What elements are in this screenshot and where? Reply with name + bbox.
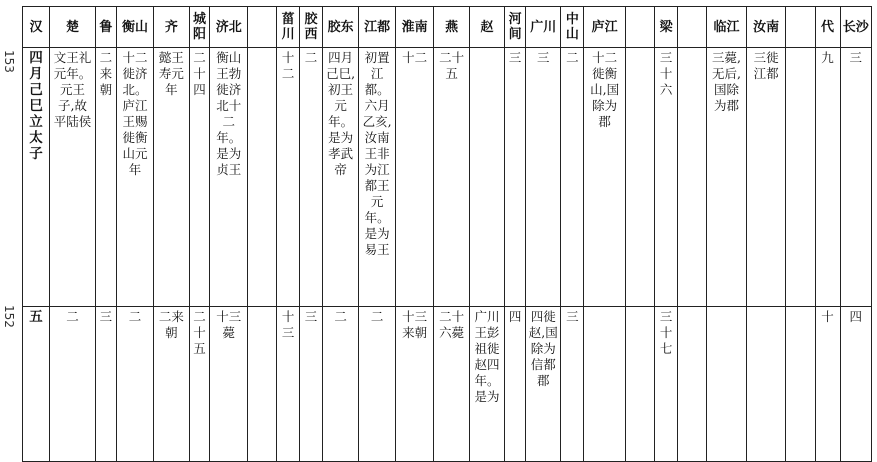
cell-text: 四月己巳立太子 xyxy=(29,50,43,162)
table-cell xyxy=(395,307,434,462)
cell-text: 二 xyxy=(128,309,142,324)
table-cell xyxy=(505,48,526,307)
table-cell xyxy=(300,48,323,307)
column-header-21 xyxy=(678,7,707,48)
table-cell xyxy=(655,48,678,307)
table-cell xyxy=(395,48,434,307)
column-header-18: 庐江 xyxy=(584,7,626,48)
cell-text: 四 xyxy=(849,309,863,324)
year-row-153 xyxy=(23,48,872,307)
cell-text: 三 xyxy=(849,50,863,65)
table-cell xyxy=(526,48,561,307)
cell-text: 二来朝 xyxy=(158,309,184,340)
column-header-24 xyxy=(786,7,815,48)
column-header-17: 中山 xyxy=(561,7,584,48)
cell-text: 三 xyxy=(566,309,579,324)
cell-text: 四月己巳,初王元年。是为孝武帝 xyxy=(326,50,356,177)
table-cell xyxy=(746,48,786,307)
cell-text: 十三薨 xyxy=(216,309,242,340)
cell-text: 初置江都。六月乙亥,汝南王非为江都王元年。是为易王 xyxy=(362,50,392,257)
cell-text: 二十六薨 xyxy=(439,309,465,340)
table-cell xyxy=(584,48,626,307)
cell-text: 二 xyxy=(370,309,384,324)
year-label-153: 153 xyxy=(2,50,16,73)
table-cell xyxy=(786,307,815,462)
table-cell xyxy=(561,48,584,307)
table-cell xyxy=(815,48,840,307)
cell-text: 二 xyxy=(566,50,579,65)
header-row xyxy=(23,7,872,48)
table-cell xyxy=(210,307,248,462)
table-cell xyxy=(434,48,469,307)
column-header-1: 楚 xyxy=(50,7,96,48)
table-cell xyxy=(678,48,707,307)
column-header-13: 燕 xyxy=(434,7,469,48)
column-header-22: 临江 xyxy=(707,7,747,48)
cell-text: 四 xyxy=(508,309,522,324)
column-header-20: 梁 xyxy=(655,7,678,48)
cell-text: 三薨,无后,国除为郡 xyxy=(712,50,741,113)
column-header-4: 齐 xyxy=(154,7,189,48)
cell-text: 九 xyxy=(821,50,834,65)
table-cell xyxy=(189,48,210,307)
table-cell xyxy=(840,48,871,307)
table-cell xyxy=(469,307,504,462)
table-cell xyxy=(23,48,50,307)
table-cell xyxy=(469,48,504,307)
table-cell xyxy=(359,307,395,462)
table-cell xyxy=(50,48,96,307)
cell-text: 十二徙衡山,国除为郡 xyxy=(590,50,620,129)
table-cell xyxy=(526,307,561,462)
cell-text: 懿王寿元年 xyxy=(158,50,184,97)
chronological-table xyxy=(22,6,872,455)
column-header-14: 赵 xyxy=(469,7,504,48)
table-cell xyxy=(50,307,96,462)
table-cell xyxy=(434,307,469,462)
table-cell xyxy=(322,307,358,462)
column-header-9: 胶西 xyxy=(300,7,323,48)
table-cell xyxy=(247,48,276,307)
cell-text: 十二徙济北。庐江王赐徙衡山元年 xyxy=(122,50,148,177)
table-cell xyxy=(210,48,248,307)
cell-text: 广川王彭祖徙赵四年。是为 xyxy=(474,309,500,404)
table-cell xyxy=(625,48,654,307)
table-cell xyxy=(678,307,707,462)
cell-text: 三 xyxy=(536,50,550,65)
table-cell xyxy=(23,307,50,462)
table-cell xyxy=(505,307,526,462)
cell-text: 五 xyxy=(29,309,43,325)
cell-text: 十二 xyxy=(402,50,428,65)
column-header-11: 江都 xyxy=(359,7,395,48)
state-table xyxy=(22,6,872,462)
cell-text: 三十六 xyxy=(659,50,673,97)
table-cell xyxy=(277,307,300,462)
table-cell xyxy=(655,307,678,462)
column-header-8: 菑川 xyxy=(277,7,300,48)
cell-text: 二 xyxy=(304,50,318,65)
cell-text: 十 xyxy=(821,309,834,324)
table-cell xyxy=(840,307,871,462)
column-header-7 xyxy=(247,7,276,48)
cell-text: 二 xyxy=(66,309,79,324)
table-cell xyxy=(707,48,747,307)
column-header-0: 汉 xyxy=(23,7,50,48)
table-cell xyxy=(189,307,210,462)
column-header-25: 代 xyxy=(815,7,840,48)
table-cell xyxy=(154,307,189,462)
cell-text: 四徙赵,国除为信都郡 xyxy=(528,309,558,388)
column-header-26: 长沙 xyxy=(840,7,871,48)
table-cell xyxy=(277,48,300,307)
column-header-23: 汝南 xyxy=(746,7,786,48)
cell-text: 二十四 xyxy=(193,50,206,97)
cell-text: 二十五 xyxy=(193,309,206,356)
year-label-152: 152 xyxy=(2,305,16,328)
table-cell xyxy=(95,307,116,462)
table-cell xyxy=(746,307,786,462)
table-cell xyxy=(584,307,626,462)
cell-text: 文王礼元年。元王子,故平陆侯 xyxy=(53,50,92,129)
cell-text: 二来朝 xyxy=(99,50,113,97)
table-cell xyxy=(95,48,116,307)
column-header-3: 衡山 xyxy=(116,7,154,48)
column-header-15: 河间 xyxy=(505,7,526,48)
year-row-152 xyxy=(23,307,872,462)
column-header-19 xyxy=(625,7,654,48)
column-header-2: 鲁 xyxy=(95,7,116,48)
table-cell xyxy=(116,48,154,307)
table-cell xyxy=(116,307,154,462)
column-header-16: 广川 xyxy=(526,7,561,48)
table-cell xyxy=(359,48,395,307)
column-header-5: 城阳 xyxy=(189,7,210,48)
table-cell xyxy=(247,307,276,462)
table-cell xyxy=(154,48,189,307)
column-header-10: 胶东 xyxy=(322,7,358,48)
table-cell xyxy=(707,307,747,462)
table-cell xyxy=(815,307,840,462)
cell-text: 二十五 xyxy=(439,50,465,81)
table-cell xyxy=(625,307,654,462)
cell-text: 三 xyxy=(99,309,113,324)
cell-text: 三十七 xyxy=(659,309,673,356)
table-cell xyxy=(300,307,323,462)
cell-text: 十三 xyxy=(281,309,295,340)
cell-text: 十二 xyxy=(281,50,295,81)
cell-text: 衡山王勃徙济北十二年。是为贞王 xyxy=(216,50,242,177)
column-header-6: 济北 xyxy=(210,7,248,48)
table-cell xyxy=(322,48,358,307)
cell-text: 十三来朝 xyxy=(402,309,428,340)
cell-text: 三 xyxy=(304,309,318,324)
table-cell xyxy=(561,307,584,462)
column-header-12: 淮南 xyxy=(395,7,434,48)
table-cell xyxy=(786,48,815,307)
cell-text: 二 xyxy=(334,309,347,324)
cell-text: 三 xyxy=(508,50,522,65)
cell-text: 三徙江都 xyxy=(753,50,779,81)
